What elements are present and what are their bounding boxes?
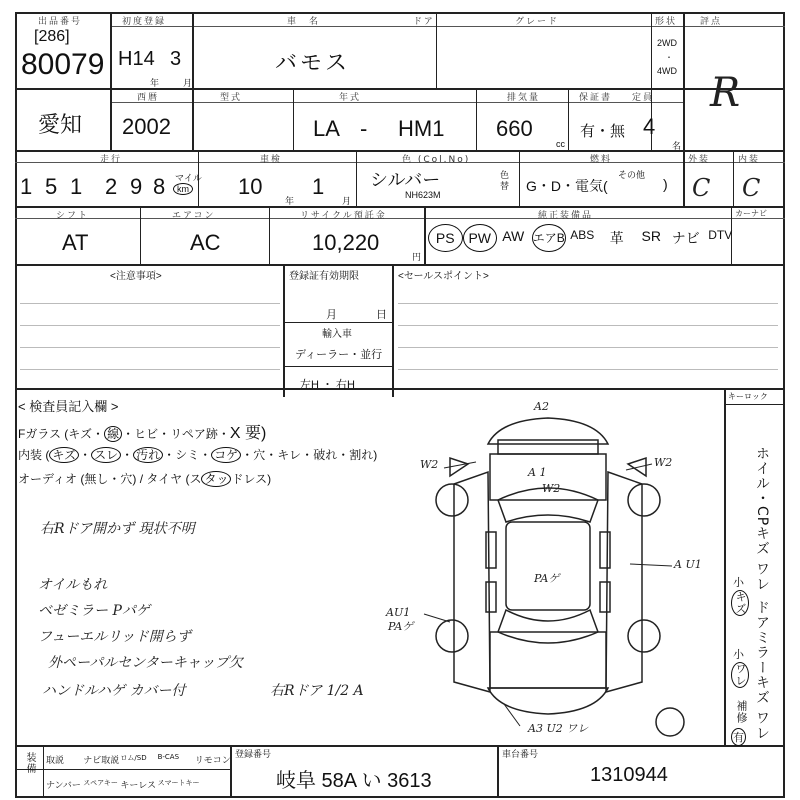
equipment-label: 純正装備品	[538, 211, 594, 221]
ac-value: AC	[190, 230, 221, 255]
equipment-item: ABS	[570, 228, 595, 242]
vdiv-inspection	[356, 150, 357, 206]
year-label: 西暦	[137, 93, 160, 103]
row3-bottom	[15, 206, 785, 208]
equipment-item: PS	[428, 224, 463, 252]
cc-label: 排気量	[507, 93, 541, 103]
warranty-label: 保証書	[579, 93, 613, 103]
notes-ruled-lines	[20, 282, 280, 382]
small-1: 小	[733, 577, 744, 589]
row2-bottom	[15, 150, 785, 152]
keyless-label: カーナビ	[735, 209, 767, 218]
drive-2wd: 2WD	[657, 38, 677, 48]
notes-label: <注意事項>	[110, 271, 162, 282]
equipment-item: AW	[502, 228, 525, 244]
warranty-value: 有・無	[580, 123, 626, 140]
car-name: バモス	[275, 50, 351, 75]
registration-label: 初度登録	[122, 17, 167, 27]
footer-option: ロム/SD	[120, 754, 147, 762]
seats-label: 定員	[632, 93, 655, 103]
vdiv-notes2	[392, 264, 394, 397]
mark-left-front: W2	[420, 458, 439, 471]
notes-exp-bottom	[283, 322, 393, 323]
recycle-fee: 10,220	[312, 230, 380, 255]
mark-right-front: W2	[654, 456, 673, 469]
mileage-digit-3: 1	[70, 174, 83, 199]
wheel-note: ホイル・CPキズ ワレ	[754, 446, 770, 592]
glass-prefix: Fガラス (キズ・	[18, 427, 105, 441]
note-fuel-lid: フューエルリッド開らず	[38, 629, 191, 645]
year-unit: 年	[150, 78, 160, 88]
car-damage-diagram	[380, 392, 722, 742]
vdiv-cc	[476, 88, 477, 150]
mileage-digit-1: 1	[20, 174, 33, 199]
registration-expiry-label: 登録証有効期限	[289, 271, 359, 282]
shift-value: AT	[62, 230, 89, 255]
row4-header-line	[15, 218, 785, 219]
color-code: NH623M	[405, 190, 441, 200]
glass-rest: ・ヒビ・リペア跡・	[122, 427, 230, 441]
interior-suffix: )	[373, 448, 378, 462]
audio-line	[18, 470, 271, 487]
equipment-item: PW	[463, 224, 498, 252]
sales-ruled-lines	[398, 282, 778, 382]
inspection-label: 車検	[260, 155, 283, 165]
interior-item: コゲ	[211, 447, 241, 463]
color-change-label: 色替	[500, 170, 510, 191]
keylock-bottom	[724, 404, 784, 405]
footer-option: ナンバー	[46, 781, 81, 791]
interior-item: 割れ	[349, 448, 374, 462]
inspection-year: 10	[238, 174, 263, 199]
car-name-label: 車 名	[287, 17, 321, 27]
notes-bottom	[15, 388, 785, 390]
note-oil: オイルもれ	[38, 577, 108, 593]
footer-options-row2	[44, 776, 230, 794]
small-1-circled: キズ	[731, 590, 749, 616]
exterior-label: 外装	[688, 155, 711, 165]
vdiv-keylock	[724, 388, 726, 745]
mark-rear-bumper: A3 U2 ワレ	[528, 722, 589, 735]
vdiv-shift	[140, 206, 141, 264]
equipment-item: ナビ	[671, 230, 700, 246]
mark-roof: PAゲ	[534, 572, 560, 585]
footer-option: B-CAS	[157, 753, 180, 761]
expiry-day: 日	[376, 309, 387, 321]
lot-number: 80079	[21, 48, 105, 81]
door-label: ドア	[413, 17, 435, 27]
interior-item: 汚れ	[133, 447, 163, 463]
interior-item: シミ	[175, 448, 200, 462]
row4-bottom	[15, 264, 785, 266]
expiry-month: 月	[326, 309, 337, 321]
month-unit: 月	[183, 78, 193, 88]
inspection-year-unit: 年	[285, 196, 295, 206]
small-2: 小	[733, 649, 744, 661]
type-prefix: LA	[313, 116, 340, 141]
outer-left-border	[15, 12, 17, 797]
note-mirror: ベゼミラー Pパゲ	[38, 603, 150, 619]
ac-label: エアコン	[172, 211, 216, 221]
options-label: 装備	[24, 752, 35, 774]
glass-line	[18, 420, 266, 443]
model-label: 年式	[339, 93, 362, 103]
fuel-value: G・D・電気(	[526, 178, 608, 194]
steering: 左H ・ 右H	[300, 379, 355, 391]
region: 愛知	[38, 112, 83, 137]
import-type: ディーラー・並行	[295, 349, 383, 361]
color-label: 色 (Col.No)	[402, 155, 471, 165]
fuel-label: 燃料	[590, 155, 613, 165]
footer-option: ナビ取説	[83, 756, 120, 766]
inspection-month-unit: 月	[342, 196, 352, 206]
note-rear-door: 右Rドア開かず 現状不明	[40, 521, 195, 537]
keylock-label: キーロック	[728, 392, 768, 401]
drive-4wd: 4WD	[657, 66, 677, 76]
mark-left-rear: AU1	[386, 606, 411, 619]
footer-option: 取説	[46, 756, 65, 766]
fuel-close: )	[663, 176, 668, 192]
glass-mark: X 要)	[229, 425, 267, 442]
vdiv-score	[683, 12, 685, 206]
footer-top	[15, 745, 785, 747]
vdiv-color	[519, 150, 520, 206]
mark-hood: A 1	[528, 466, 547, 479]
audio-prefix: オーディオ (無し・穴) / タイヤ (ス	[18, 472, 202, 486]
type-dash: -	[360, 116, 368, 141]
lot-number-label: 出品番号	[38, 17, 83, 27]
sales-point-label: <セールスポイント>	[398, 271, 489, 282]
vdiv-type	[293, 88, 294, 150]
import-label: 輸入車	[322, 329, 352, 340]
interior-item: キレ	[277, 448, 302, 462]
vdiv-lot	[110, 12, 112, 150]
vdiv-warranty	[568, 88, 569, 150]
equipment-item: SR	[641, 228, 661, 244]
dot-sep: ・	[665, 53, 673, 62]
plate-number: 岐阜 58A い 3613	[276, 770, 432, 792]
chassis-label: 車台番号	[502, 750, 539, 760]
interior-label: 内装	[738, 155, 761, 165]
inspection-month: 1	[312, 174, 325, 199]
mark-hood-lower: W2	[542, 482, 561, 495]
lot-prefix: [286]	[34, 28, 70, 45]
fuel-other: その他	[618, 170, 646, 180]
mileage-digit-4: 2	[105, 174, 118, 199]
mileage-label: 走行	[100, 155, 123, 165]
interior-item: キズ	[49, 447, 79, 463]
footer-option: スマートキー	[157, 779, 200, 787]
equipment-item: 革	[609, 230, 624, 246]
model-year: 2002	[122, 114, 171, 139]
repair-label: 補修	[735, 700, 748, 724]
interior-item: スレ	[91, 447, 121, 463]
footer-option: スペアキー	[83, 779, 118, 787]
chassis-number: 1310944	[590, 764, 668, 786]
row3-header-line	[15, 162, 785, 163]
vdiv-reg	[192, 12, 194, 150]
reg-month: 3	[170, 48, 182, 70]
interior-line: 内装 ( キズ ・ スレ ・ 汚れ ・シミ・ コゲ ・穴・キレ・破れ・割れ)	[18, 448, 378, 462]
type-code: HM1	[398, 116, 445, 141]
equipment-list	[428, 222, 783, 262]
repair-circled: 有	[731, 728, 746, 746]
grade-label: グレード	[515, 17, 560, 27]
mark-right-door: A U1	[674, 558, 702, 571]
vdiv-recycle	[424, 206, 426, 264]
note-handle: ハンドルハゲ カバー付	[42, 683, 186, 699]
seats-value: 4	[643, 114, 656, 139]
interior-item: 破れ	[313, 448, 338, 462]
displacement: 660	[496, 116, 533, 141]
mileage-digit-6: 8	[153, 174, 166, 199]
footer-option: キーレス	[120, 781, 156, 791]
small-2-circled: ワレ	[731, 662, 749, 688]
audio-suffix: ドレス)	[231, 472, 272, 486]
exterior-grade: C	[692, 174, 711, 202]
interior-grade: C	[742, 174, 761, 202]
row1-bottom	[15, 88, 785, 90]
type-label-small: 型式	[220, 93, 243, 103]
shift-label: シフト	[56, 211, 90, 221]
recycle-label: リサイクル預託金	[300, 211, 387, 221]
footer-options-row1	[44, 751, 230, 769]
mileage-digit-5: 9	[130, 174, 143, 199]
outer-bottom-border	[15, 796, 785, 798]
reg-era: H14	[118, 48, 155, 70]
interior-item: 穴	[253, 448, 266, 462]
equipment-item: エアB	[532, 224, 567, 252]
cc-unit: cc	[556, 139, 565, 149]
glass-circled: 線	[104, 426, 122, 442]
color-value: シルバー	[370, 170, 441, 190]
vdiv-notes	[283, 264, 285, 397]
vdiv-exterior	[733, 150, 734, 206]
mark-left-rear-2: PAゲ	[388, 620, 414, 633]
mileage-unit-km: km	[173, 183, 193, 195]
seats-unit: 名	[672, 141, 682, 151]
interior-prefix: 内装 (	[18, 448, 50, 462]
mileage-unit-mile: マイル	[175, 173, 202, 183]
mark-front-bumper: A2	[534, 400, 549, 413]
audio-circled: タッ	[201, 471, 231, 487]
mirror-note: ドアミラーキズ ワレ	[754, 600, 770, 741]
footer-option: リモコン	[194, 756, 231, 766]
footer-vdiv3	[497, 745, 499, 797]
registration-label: 登録番号	[235, 750, 272, 760]
inspector-title: < 検査員記入欄 >	[18, 399, 119, 414]
recycle-unit: 円	[412, 252, 422, 262]
note-center-cap: 外ペーパルセンターキャップ欠	[48, 655, 243, 671]
note-rear-door-right: 右Rドア 1/2 A	[270, 683, 364, 699]
score-label: 評点	[700, 17, 723, 27]
shape-label: 形状	[655, 17, 678, 27]
footer-mid	[15, 769, 230, 770]
vdiv-door	[436, 12, 437, 88]
score-value: R	[710, 70, 741, 116]
notes-import-bottom	[283, 366, 393, 367]
equipment-item: DTV	[708, 228, 733, 242]
mileage-digit-2: 5	[45, 174, 58, 199]
vdiv-ac	[269, 206, 270, 264]
